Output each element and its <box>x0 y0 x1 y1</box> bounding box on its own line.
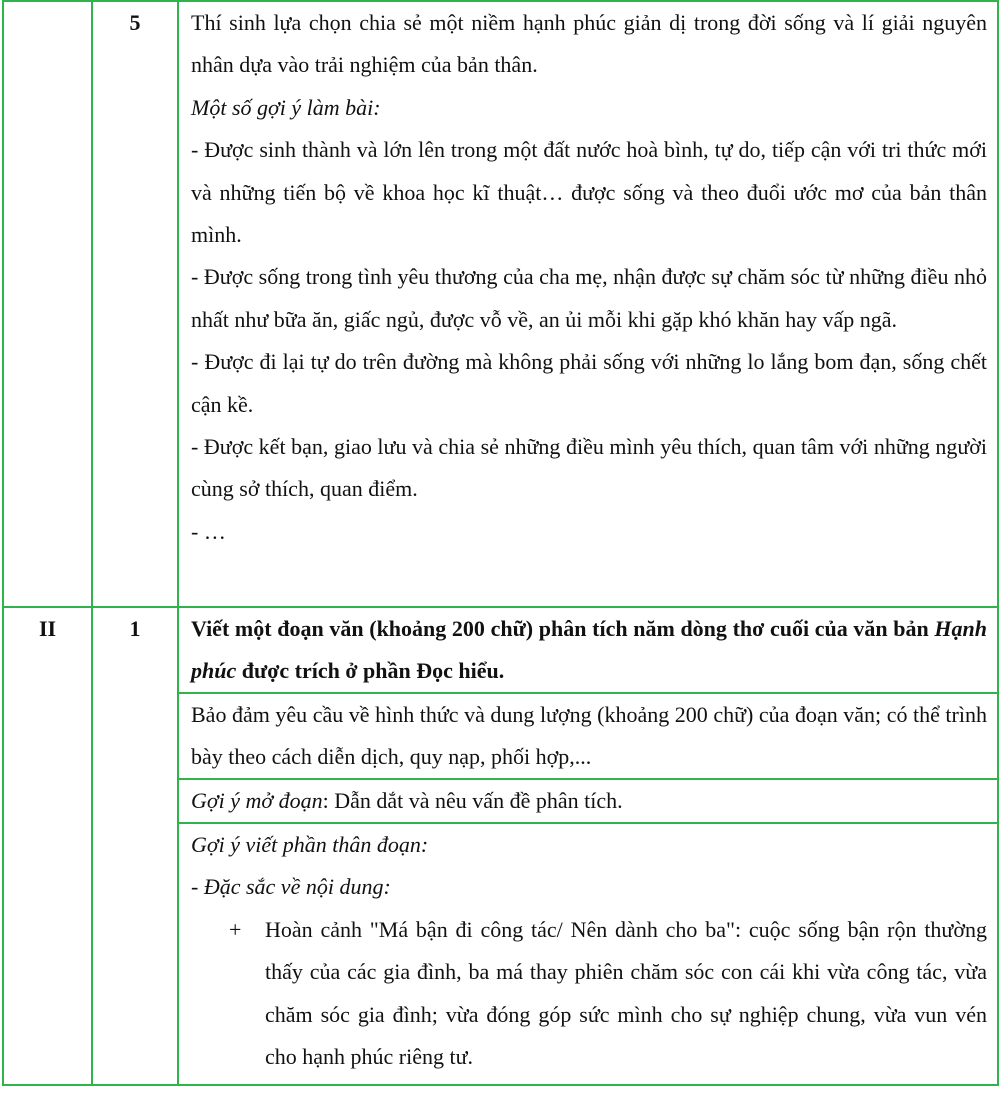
hint-bullet: - Được sinh thành và lớn lên trong một đất nước hoà bình, tự do, tiếp cận với tri thức mới và những tiến bộ về khoa học kĩ thuật… được sống và theo đuổi ước mơ của bản thân mình. <box>191 137 987 248</box>
section-number: II <box>3 607 92 1085</box>
requirement-cell <box>178 693 998 779</box>
answer-key-table <box>2 0 999 1086</box>
opening-label: Gợi ý mở đoạn <box>191 788 323 813</box>
plus-text: Hoàn cảnh "Má bận đi công tác/ Nên dành cho ba": cuộc sống bận rộn thường thấy của các gia đình, ba má thay phiên chăm sóc con cái khi vừa công tác, vừa chăm sóc gia đình; vừa đóng góp sức mình cho sự nghiệp chung, vừa vun vén cho hạnh phúc riêng tư. <box>265 916 987 1070</box>
hint-bullet: - Được sống trong tình yêu thương của cha mẹ, nhận được sự chăm sóc từ những điều nhỏ nhất như bữa ăn, giấc ngủ, được vỗ về, an ủi mỗi khi gặp khó khăn hay vấp ngã. <box>191 264 987 332</box>
answer-cell-question-5 <box>178 1 998 607</box>
opening-text: : Dẫn dắt và nêu vấn đề phân tích. <box>322 788 623 813</box>
hint-heading: Một số gợi ý làm bài: <box>191 94 381 120</box>
hint-bullet: - Được đi lại tự do trên đường mà không phải sống với những lo lắng bom đạn, sống chết cận kề. <box>191 349 987 417</box>
question-title-part: Viết một đoạn văn (khoảng 200 chữ) phân tích năm dòng thơ cuối của văn bản <box>191 616 935 641</box>
question-title <box>191 608 987 693</box>
table-row-section-II-title <box>3 607 998 693</box>
table-row-question-5 <box>3 1 998 607</box>
question-title-cell <box>178 607 998 693</box>
question-intro: Thí sinh lựa chọn chia sẻ một niềm hạnh phúc giản dị trong đời sống và lí giải nguyên nhân dựa vào trải nghiệm của bản thân. <box>191 10 987 78</box>
plus-item <box>191 909 987 1079</box>
opening-hint <box>191 780 987 822</box>
requirement-text: Bảo đảm yêu cầu về hình thức và dung lượng (khoảng 200 chữ) của đoạn văn; có thể trình bày theo cách diễn dịch, quy nạp, phối hợp,... <box>191 702 987 770</box>
section-cell-empty <box>3 1 92 607</box>
hint-bullet: - Được kết bạn, giao lưu và chia sẻ những điều mình yêu thích, quan tâm với những người cùng sở thích, quan điểm. <box>191 434 987 502</box>
question-number: 5 <box>92 1 178 607</box>
hint-bullet: - … <box>191 518 226 544</box>
content-heading: - Đặc sắc về nội dung: <box>191 874 391 900</box>
body-heading: Gợi ý viết phần thân đoạn: <box>191 832 429 857</box>
question-number: 1 <box>92 607 178 1085</box>
question-title-part: được trích ở phần Đọc hiểu. <box>236 658 505 684</box>
work-title: Hạnh phúc <box>191 616 987 684</box>
plus-marker: + <box>229 916 242 942</box>
body-hints-cell <box>178 823 998 1085</box>
opening-cell <box>178 779 998 823</box>
